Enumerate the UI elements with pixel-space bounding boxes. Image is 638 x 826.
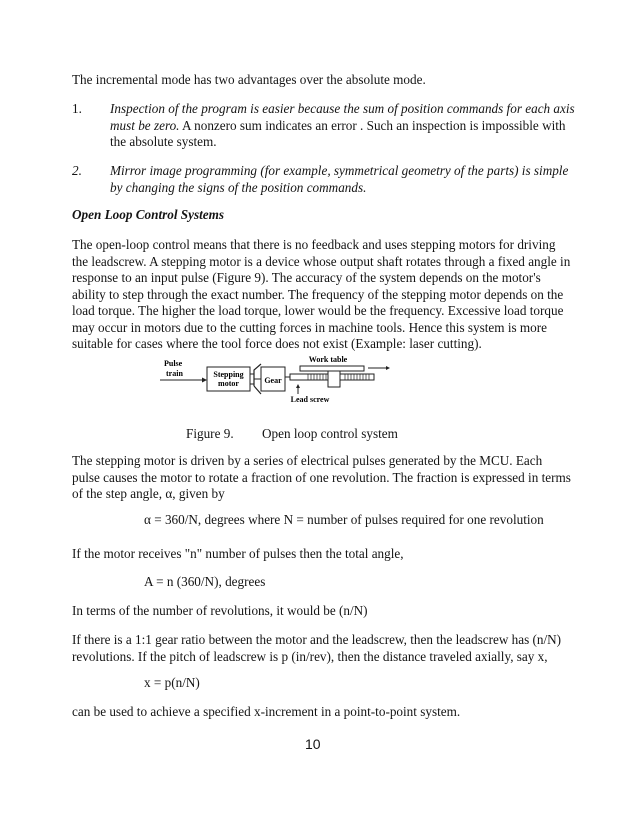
figure-caption-text: Open loop control system <box>262 426 398 441</box>
figure-caption-number: Figure 9. <box>186 426 234 441</box>
work-table <box>300 366 364 371</box>
gear-label: Gear <box>264 376 282 385</box>
arrowhead <box>386 366 390 370</box>
paragraph-gear-ratio: If there is a 1:1 gear ratio between the motor and the leadscrew, then the leadscrew has (n/N) revolutions. If the pitch of leadscrew is p (in/rev), then the distance traveled axially, say x, <box>72 632 562 664</box>
item-body <box>110 163 575 196</box>
nut-block <box>328 371 340 387</box>
page-number: 10 <box>305 736 321 752</box>
paragraph-stepping-motor: The stepping motor is driven by a series of electrical pulses generated by the MCU. Each pulse causes the motor to rotate a fraction of one revolution. The fraction is expressed in terms of the step angle, α, given by <box>72 453 571 501</box>
item-italic-text: Inspection of the program is easier because the sum of position commands for each axis must be zero. <box>110 101 575 133</box>
work-table-label: Work table <box>308 355 348 364</box>
step-angle-equation: α = 360/N, degrees where N = number of pulses required for one revolution <box>144 512 544 527</box>
motor-label: motor <box>218 379 239 388</box>
pulse-label: Pulse <box>164 359 183 368</box>
total-angle-equation: A = n (360/N), degrees <box>144 574 266 589</box>
train-label: train <box>166 369 183 378</box>
arrowhead <box>202 378 207 383</box>
paragraph-point-to-point: can be used to achieve a specified x-increment in a point-to-point system. <box>72 704 461 719</box>
arrowhead <box>296 384 300 388</box>
paragraph-open-loop: The open-loop control means that there is no feedback and uses stepping motors for driving the leadscrew. A stepping motor is a device whose output shaft rotates through a fixed angle in response to an input pulse (Figure 9). The accuracy of the system depends on the motor's ability to step through the exact number. The frequency of the stepping motor depends on the load torque. The higher the load torque, lower would be the frequency. Excessive load torque may occur in motors due to the cutting forces in machine tools. Hence this system is more suitable for cases where the tool force does not exist (Example: laser cutting). <box>72 237 571 351</box>
intro-text: The incremental mode has two advantages over the absolute mode. <box>72 72 426 87</box>
open-loop-diagram <box>150 352 400 408</box>
lead-screw-label: Lead screw <box>290 395 330 404</box>
stepping-label: Stepping <box>213 370 244 379</box>
paragraph-revolutions: In terms of the number of revolutions, it would be (n/N) <box>72 603 368 618</box>
advantage-item-2 <box>72 163 572 197</box>
item-number: 1. <box>72 101 82 116</box>
advantage-item-1 <box>72 101 575 149</box>
item-italic-text: Mirror image programming (for example, symmetrical geometry of the parts) is simple by changing the signs of the position commands. <box>110 163 569 195</box>
item-body <box>110 101 575 151</box>
section-heading: Open Loop Control Systems <box>72 207 225 222</box>
paragraph-total-angle: If the motor receives "n" number of pulses then the total angle, <box>72 546 404 561</box>
item-number: 2. <box>72 163 82 178</box>
distance-equation: x = p(n/N) <box>144 675 200 690</box>
item-normal-text: A nonzero sum indicates an error . Such an inspection is impossible with the absolute system. <box>110 117 566 149</box>
